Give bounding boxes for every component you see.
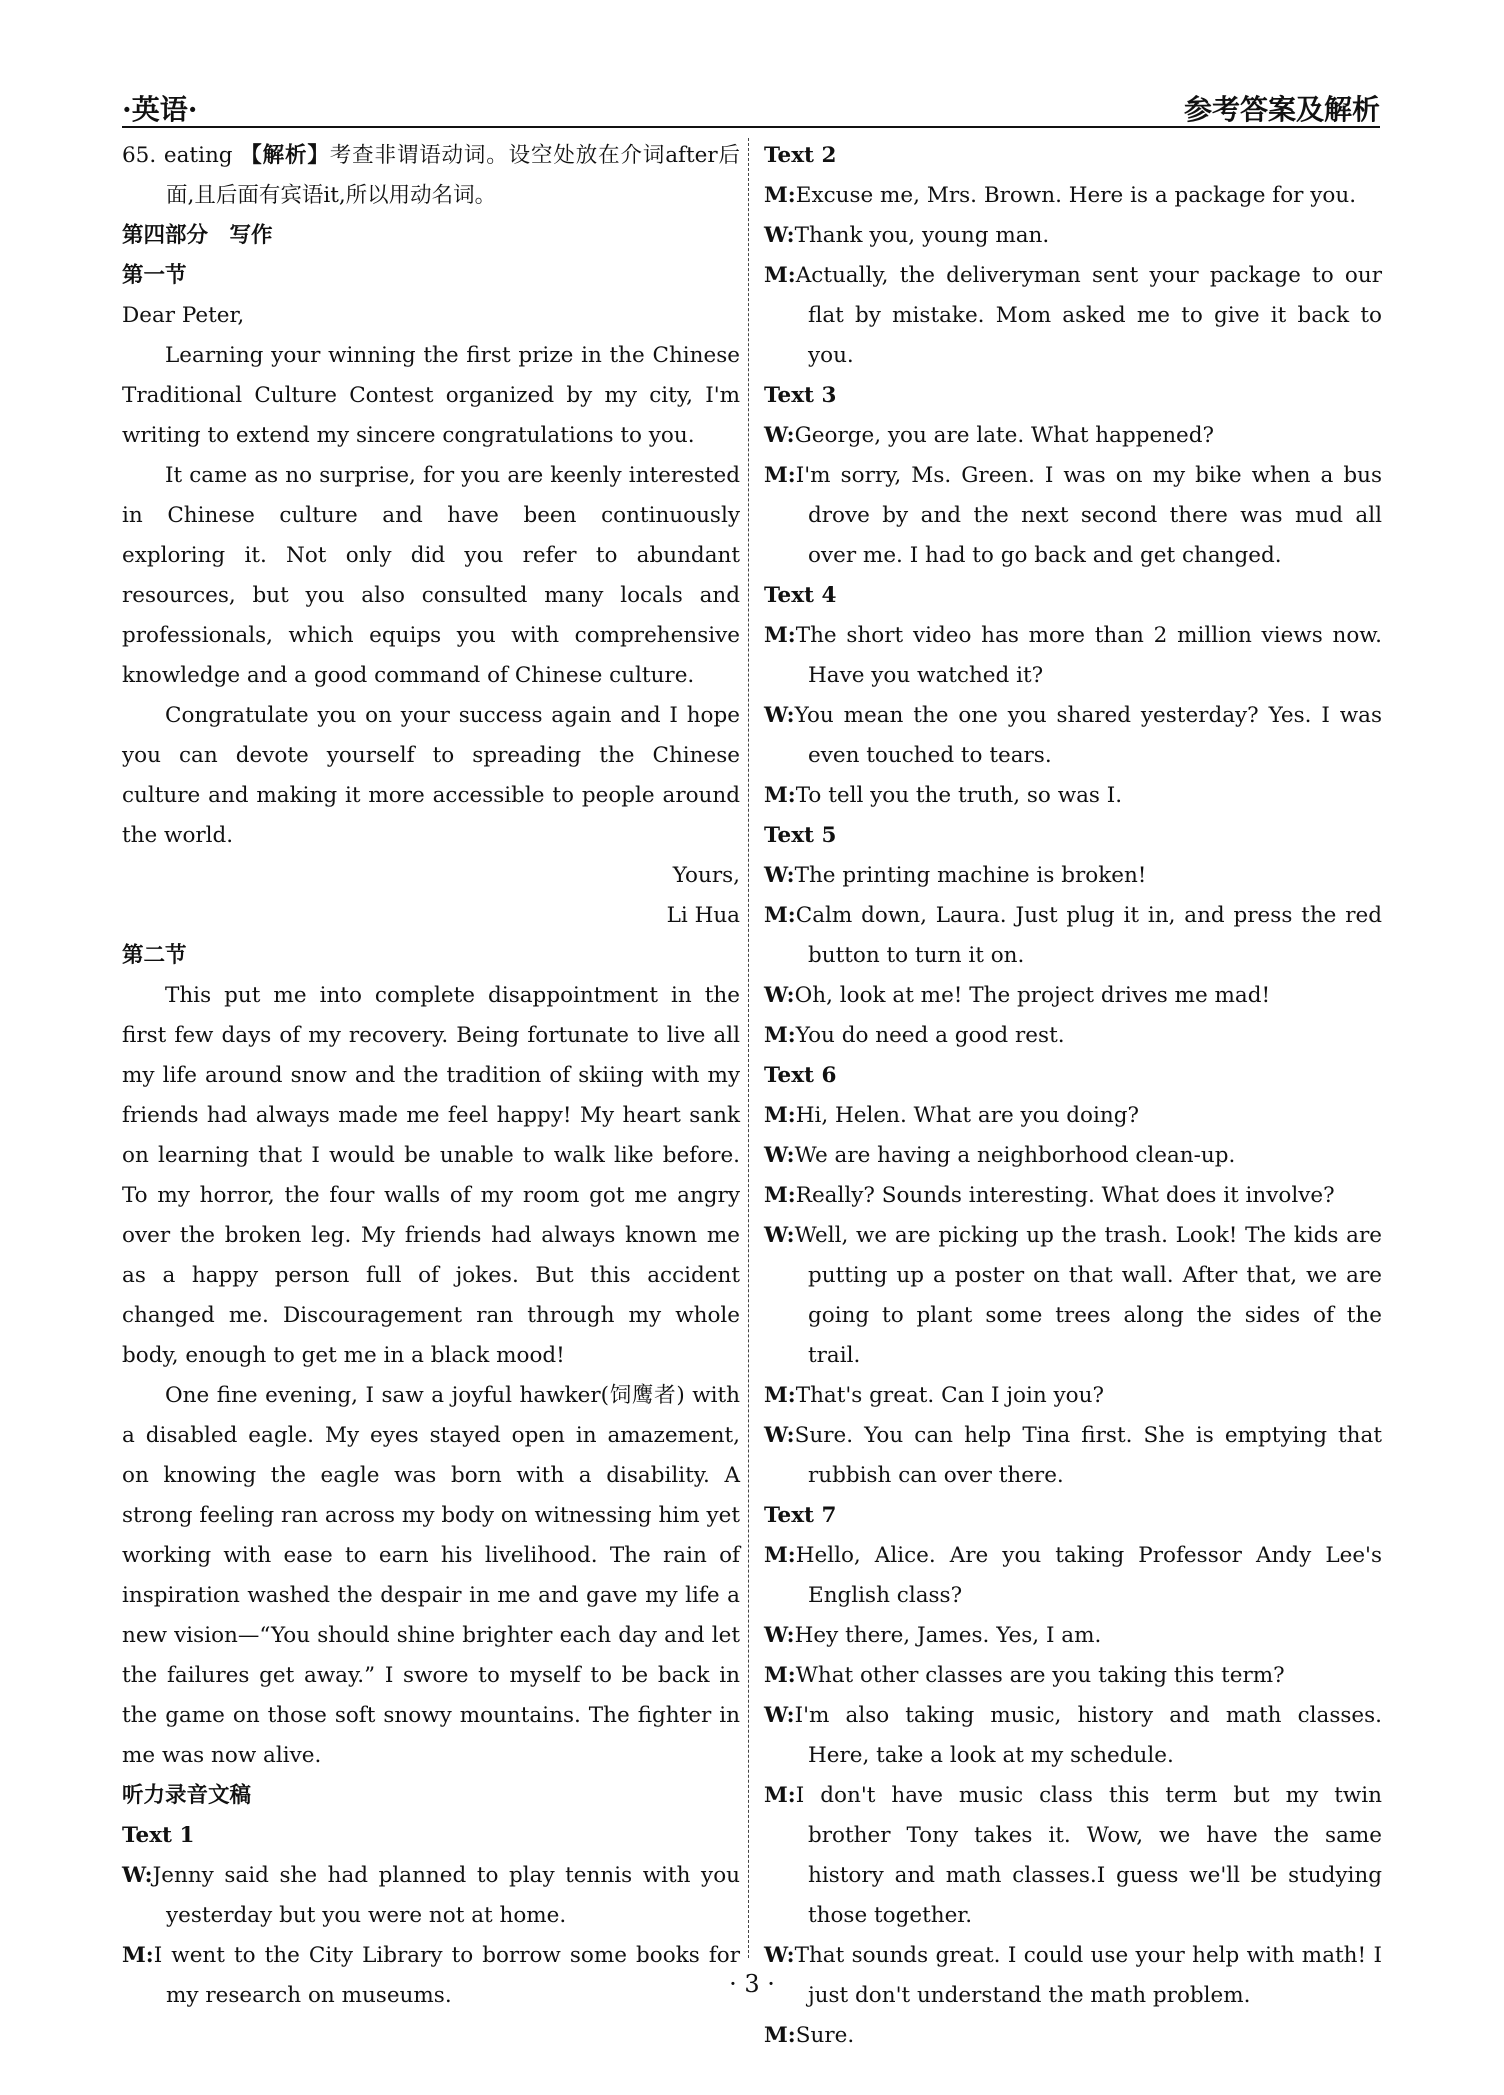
dialogue-text: I went to the City Library to borrow some books for my research on museums. — [153, 1943, 740, 2008]
dialogue-line — [764, 1536, 1382, 1616]
dialogue-text: Thank you, young man. — [794, 223, 1050, 248]
dialogue-line — [764, 456, 1382, 576]
dialogue-line — [764, 896, 1382, 976]
speaker-label: W: — [764, 1943, 795, 1968]
speaker-label: W: — [764, 1223, 795, 1248]
letter-closing: Yours, — [672, 863, 740, 888]
speaker-label: M: — [764, 1103, 796, 1128]
text-title: Text 2 — [764, 143, 837, 168]
speaker-label: W: — [764, 1623, 795, 1648]
dialogue-text: Oh, look at me! The project drives me mad! — [794, 983, 1271, 1008]
dialogue-text: You mean the one you shared yesterday? Yes. I was even touched to tears. — [794, 703, 1382, 768]
answer-65-number: 65. eating — [122, 143, 241, 168]
speaker-label: W: — [764, 1703, 795, 1728]
dialogue-line — [764, 176, 1382, 216]
letter-paragraph-2: It came as no surprise, for you are keenly interested in Chinese culture and have been continuously exploring it. Not only did you refer to abundant resources, but you also consulted many locals and professionals, which equips you with comprehensive knowledge and a good command of Chinese culture. — [122, 463, 740, 688]
dialogue-text: I'm also taking music, history and math classes. Here, take a look at my schedule. — [794, 1703, 1382, 1768]
speaker-label: M: — [764, 1183, 796, 1208]
speaker-label: M: — [764, 783, 796, 808]
dialogue-text: Sure. — [795, 2023, 855, 2048]
dialogue-text: That's great. Can I join you? — [795, 1383, 1104, 1408]
text-title: Text 7 — [764, 1503, 837, 1528]
answer-65 — [122, 136, 740, 216]
dialogue-line — [764, 1016, 1382, 1056]
text1-title: Text 1 — [122, 1823, 195, 1848]
dialogue-text: Really? Sounds interesting. What does it involve? — [795, 1183, 1335, 1208]
text-title: Text 3 — [764, 383, 837, 408]
dialogue-text: Well, we are picking up the trash. Look! The kids are putting up a poster on that wall. After that, we are going to plant some trees along the sides of the trail. — [794, 1223, 1382, 1368]
dialogue-line — [764, 1216, 1382, 1376]
dialogue-text: Hi, Helen. What are you doing? — [795, 1103, 1140, 1128]
dialogue-line — [764, 616, 1382, 696]
dialogue-line — [764, 856, 1382, 896]
dialogue-text: Jenny said she had planned to play tennis with you yesterday but you were not at home. — [152, 1863, 740, 1928]
dialogue-line — [764, 1376, 1382, 1416]
speaker-label: M: — [764, 463, 796, 488]
right-column — [764, 136, 1382, 2056]
dialogue-text: Sure. You can help Tina first. She is emptying that rubbish can over there. — [794, 1423, 1382, 1488]
dialogue-line — [764, 976, 1382, 1016]
section2-title: 第二节 — [122, 943, 187, 968]
dialogue-line — [764, 1136, 1382, 1176]
dialogue-line — [764, 696, 1382, 776]
header-title: 参考答案及解析 — [1183, 93, 1380, 126]
page-number: · 3 · — [729, 1970, 775, 1998]
speaker-label: M: — [764, 1663, 796, 1688]
dialogue-text: Excuse me, Mrs. Brown. Here is a package for you. — [795, 183, 1357, 208]
speaker-label: W: — [122, 1863, 153, 1888]
dialogue-line — [764, 1656, 1382, 1696]
dialogue-line — [764, 1096, 1382, 1136]
page-header — [122, 86, 1380, 128]
dialogue-text: Actually, the deliveryman sent your package to our flat by mistake. Mom asked me to give it back to you. — [795, 263, 1382, 368]
speaker-label: M: — [764, 903, 796, 928]
speaker-label: M: — [764, 623, 796, 648]
speaker-label: M: — [764, 2023, 796, 2048]
speaker-label: W: — [764, 983, 795, 1008]
left-column — [122, 136, 740, 2016]
dialogue-text: The short video has more than 2 million views now. Have you watched it? — [795, 623, 1382, 688]
column-divider — [748, 138, 749, 1958]
dialogue-line — [764, 1416, 1382, 1496]
speaker-label: W: — [764, 223, 795, 248]
answer-65-tag: 【解析】 — [240, 143, 330, 168]
speaker-label: W: — [764, 1423, 795, 1448]
letter-paragraph-3: Congratulate you on your success again and I hope you can devote yourself to spreading the Chinese culture and making it more accessible to people around the world. — [122, 703, 740, 848]
dialogue-line — [764, 256, 1382, 376]
section1-title: 第一节 — [122, 263, 187, 288]
dialogue-text: We are having a neighborhood clean-up. — [794, 1143, 1236, 1168]
dialogue-line — [764, 1696, 1382, 1776]
dialogue-text: Calm down, Laura. Just plug it in, and press the red button to turn it on. — [795, 903, 1382, 968]
header-subject: ·英语· — [122, 93, 198, 126]
dialogue-text: That sounds great. I could use your help with math! I just don't understand the math problem. — [794, 1943, 1382, 2008]
dialogue-text: I don't have music class this term but my twin brother Tony takes it. Wow, we have the same history and math classes.I guess we'll be studying those together. — [795, 1783, 1382, 1928]
dialogue-text: George, you are late. What happened? — [794, 423, 1215, 448]
text-title: Text 6 — [764, 1063, 837, 1088]
speaker-label: W: — [764, 423, 795, 448]
dialogue-text: To tell you the truth, so was I. — [795, 783, 1123, 808]
story-paragraph-2: One fine evening, I saw a joyful hawker(饲鹰者) with a disabled eagle. My eyes stayed open in amazement, on knowing the eagle was born with a disability. A strong feeling ran across my body on witnessing him yet working with ease to earn his livelihood. The rain of inspiration washed the despair in me and gave my life a new vision—“You should shine brighter each day and let the failures get away.” I swore to myself to be back in the game on those soft snowy mountains. The fighter in me was now alive. — [122, 1383, 740, 1768]
dialogue-line — [764, 776, 1382, 816]
speaker-label: M: — [764, 1383, 796, 1408]
speaker-label: W: — [764, 863, 795, 888]
listening-title: 听力录音文稿 — [122, 1783, 252, 1808]
dialogue-text: Hello, Alice. Are you taking Professor Andy Lee's English class? — [795, 1543, 1382, 1608]
speaker-label: M: — [764, 1543, 796, 1568]
dialogue-line — [764, 216, 1382, 256]
dialogue-text: I'm sorry, Ms. Green. I was on my bike when a bus drove by and the next second there was mud all over me. I had to go back and get changed. — [795, 463, 1382, 568]
dialogue-text: What other classes are you taking this term? — [795, 1663, 1285, 1688]
answer-65-text: 考查非谓语动词。设空处放在介词after后面,且后面有宾语it,所以用动名词。 — [166, 143, 740, 208]
dialogue-line — [764, 2016, 1382, 2056]
dialogue-line — [764, 1776, 1382, 1936]
speaker-label: M: — [764, 1783, 796, 1808]
dialogue-line — [764, 1616, 1382, 1656]
dialogue-text: Hey there, James. Yes, I am. — [794, 1623, 1102, 1648]
story-paragraph-1: This put me into complete disappointment in the first few days of my recovery. Being fortunate to live all my life around snow and the tradition of skiing with my friends had always made me feel happy! My heart sank on learning that I would be unable to walk like before. To my horror, the four walls of my room got me angry over the broken leg. My friends had always known me as a happy person full of jokes. But this accident changed me. Discouragement ran through my whole body, enough to get me in a black mood! — [122, 983, 740, 1368]
dialogue-text: You do need a good rest. — [795, 1023, 1065, 1048]
dialogue-line — [764, 1176, 1382, 1216]
dialogue-text: The printing machine is broken! — [794, 863, 1147, 888]
letter-salutation: Dear Peter, — [122, 303, 245, 328]
text-title: Text 4 — [764, 583, 837, 608]
speaker-label: M: — [764, 1023, 796, 1048]
letter-signature: Li Hua — [666, 903, 740, 928]
speaker-label: W: — [764, 703, 795, 728]
speaker-label: M: — [122, 1943, 154, 1968]
speaker-label: M: — [764, 263, 796, 288]
speaker-label: M: — [764, 183, 796, 208]
dialogue-line — [122, 1856, 740, 1936]
speaker-label: W: — [764, 1143, 795, 1168]
part4-title: 第四部分 写作 — [122, 223, 273, 248]
dialogue-line — [764, 416, 1382, 456]
text-title: Text 5 — [764, 823, 837, 848]
letter-paragraph-1: Learning your winning the first prize in the Chinese Traditional Culture Contest organized by my city, I'm writing to extend my sincere congratulations to you. — [122, 343, 740, 448]
